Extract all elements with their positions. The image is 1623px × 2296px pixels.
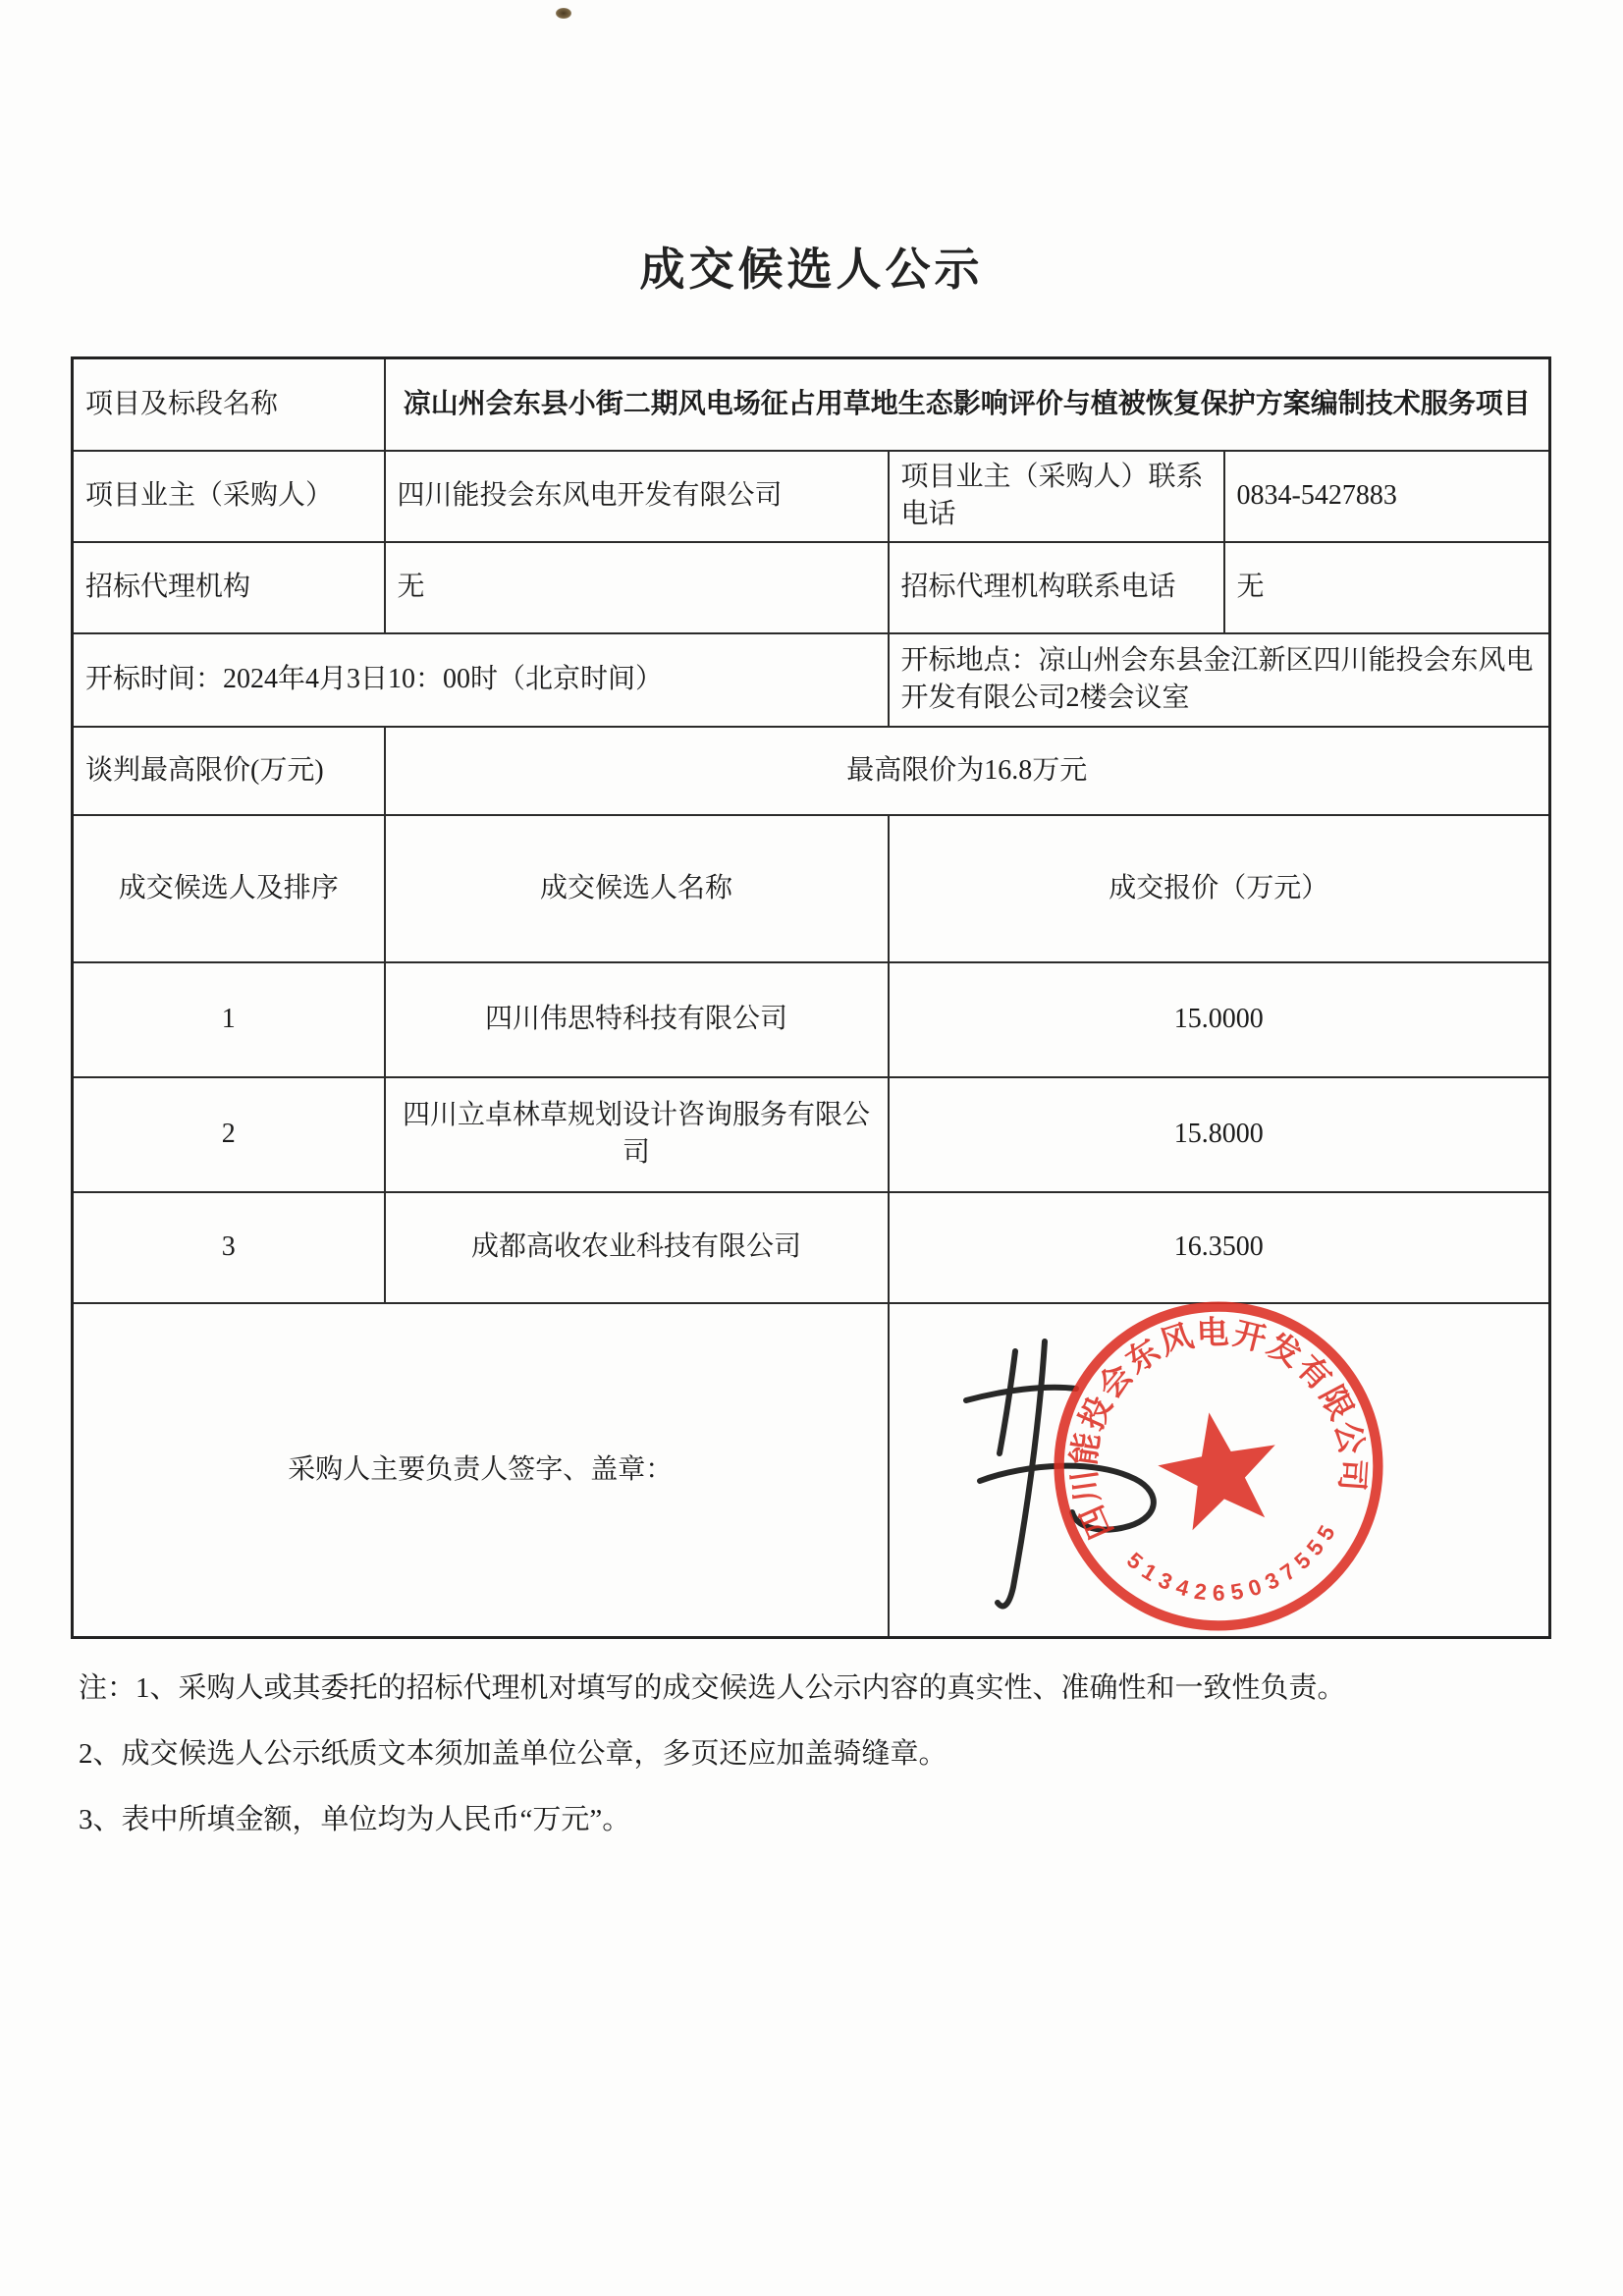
candidates-header-row xyxy=(73,815,1550,962)
header-name: 成交候选人名称 xyxy=(385,815,889,962)
svg-text:5134265037555 xyxy=(1119,1511,1353,1622)
owner-phone-value: 0834-5427883 xyxy=(1224,451,1550,542)
project-name-value: 凉山州会东县小街二期风电场征占用草地生态影响评价与植被恢复保护方案编制技术服务项目 xyxy=(385,358,1550,451)
candidate-row xyxy=(73,962,1550,1077)
signature-seal-cell xyxy=(889,1303,1550,1638)
agency-phone-value: 无 xyxy=(1224,542,1550,633)
candidate-name: 成都高收农业科技有限公司 xyxy=(385,1192,889,1303)
table-row xyxy=(73,542,1550,633)
seal-number-text: 5134265037555 xyxy=(1121,1514,1343,1606)
opening-place: 开标地点：凉山州会东县金江新区四川能投会东风电开发有限公司2楼会议室 xyxy=(889,633,1550,727)
candidate-rank: 3 xyxy=(73,1192,385,1303)
table-row xyxy=(73,727,1550,815)
candidate-rank: 1 xyxy=(73,962,385,1077)
agency-phone-label: 招标代理机构联系电话 xyxy=(889,542,1224,633)
agency-label: 招标代理机构 xyxy=(73,542,385,633)
candidate-price: 15.0000 xyxy=(889,962,1550,1077)
max-price-value: 最高限价为16.8万元 xyxy=(385,727,1550,815)
seal-company-text: 四川能投会东风电开发有限公司 xyxy=(1064,1313,1372,1545)
max-price-label: 谈判最高限价(万元) xyxy=(73,727,385,815)
candidate-price: 16.3500 xyxy=(889,1192,1550,1303)
project-name-label: 项目及标段名称 xyxy=(73,358,385,451)
scan-artifact xyxy=(556,8,571,19)
agency-value: 无 xyxy=(385,542,889,633)
seal-star-icon xyxy=(1150,1401,1286,1533)
header-rank: 成交候选人及排序 xyxy=(73,815,385,962)
owner-label: 项目业主（采购人） xyxy=(73,451,385,542)
footnote-1: 注：1、采购人或其委托的招标代理机对填写的成交候选人公示内容的真实性、准确性和一致性负责。 xyxy=(79,1672,1346,1704)
owner-phone-label: 项目业主（采购人）联系电话 xyxy=(889,451,1224,542)
candidate-row xyxy=(73,1077,1550,1192)
signature-label: 采购人主要负责人签字、盖章： xyxy=(73,1303,889,1638)
owner-value: 四川能投会东风电开发有限公司 xyxy=(385,451,889,542)
table-row xyxy=(73,633,1550,727)
footnotes xyxy=(79,1671,1551,1868)
header-price: 成交报价（万元） xyxy=(889,815,1550,962)
footnote-3: 3、表中所填金额，单位均为人民币“万元”。 xyxy=(79,1803,631,1835)
signature-row xyxy=(73,1303,1550,1638)
candidate-rank: 2 xyxy=(73,1077,385,1192)
announcement-table xyxy=(71,356,1551,1639)
table-row xyxy=(73,358,1550,451)
candidate-name: 四川伟思特科技有限公司 xyxy=(385,962,889,1077)
page-title: 成交候选人公示 xyxy=(639,244,984,295)
opening-time: 开标时间：2024年4月3日10：00时（北京时间） xyxy=(73,633,889,727)
company-seal xyxy=(1007,1255,1429,1676)
candidate-name: 四川立卓林草规划设计咨询服务有限公司 xyxy=(385,1077,889,1192)
table-row xyxy=(73,451,1550,542)
candidate-price: 15.8000 xyxy=(889,1077,1550,1192)
footnote-2: 2、成交候选人公示纸质文本须加盖单位公章，多页还应加盖骑缝章。 xyxy=(79,1737,947,1770)
